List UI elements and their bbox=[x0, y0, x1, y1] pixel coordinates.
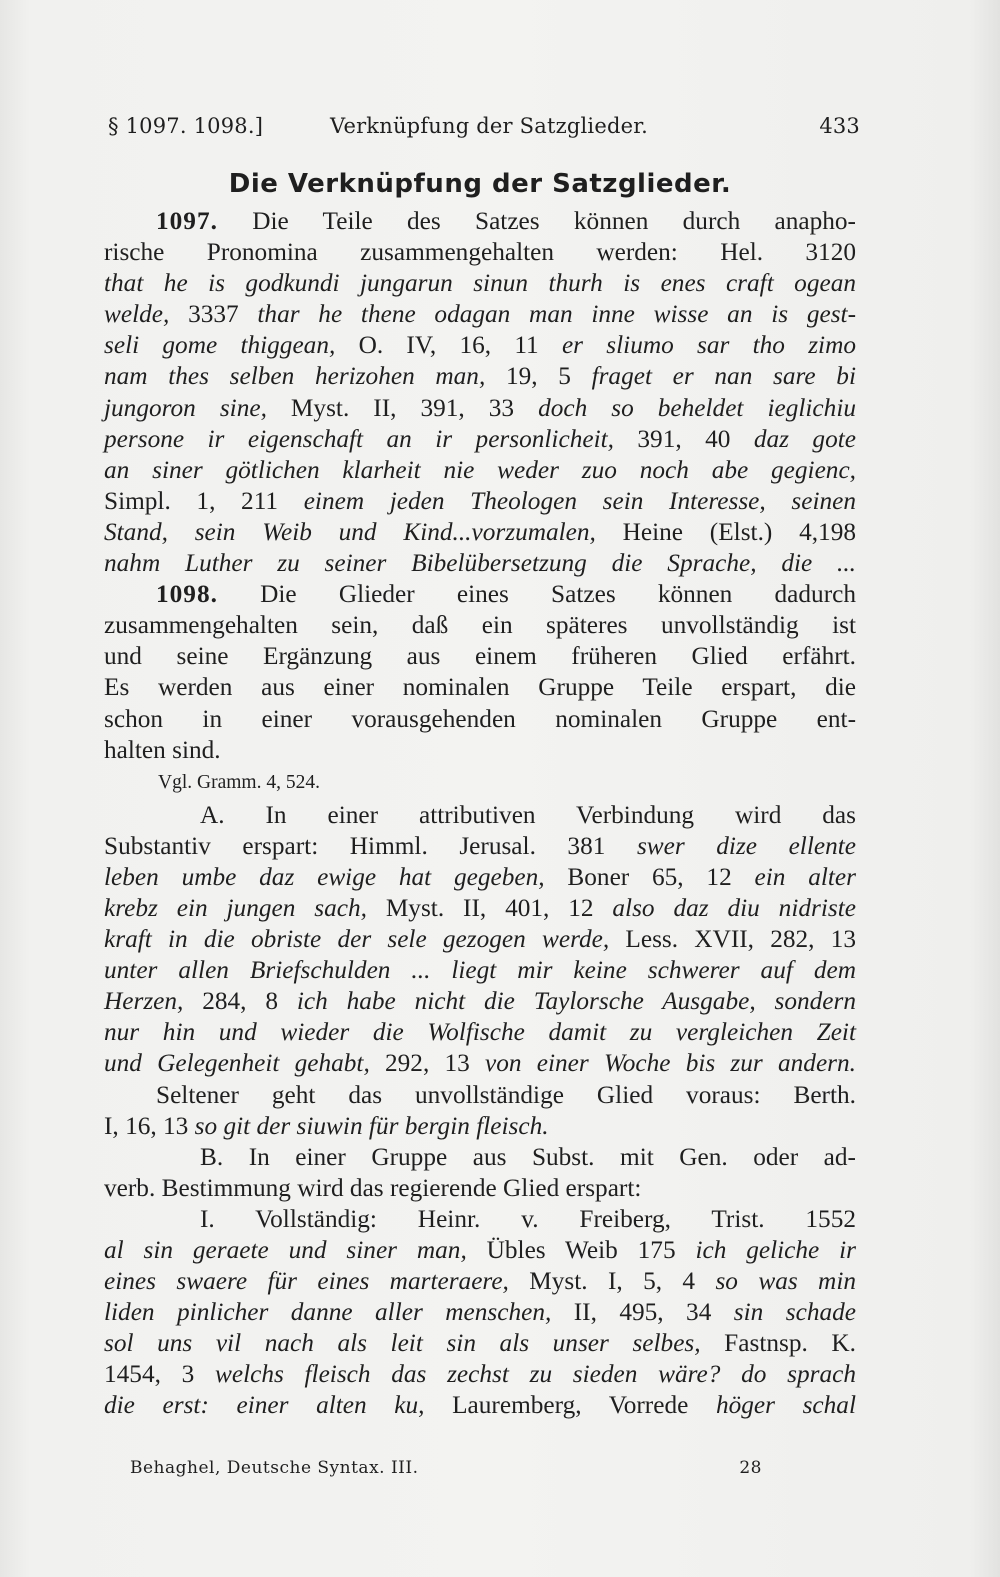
plain-text: O. IV, 16, 11 bbox=[335, 331, 562, 360]
quotation-text: nam thes selben herizohen man, bbox=[104, 362, 486, 391]
plain-text: I. Vollständig: Heinr. v. Freiberg, Trist. 1552 bbox=[200, 1204, 856, 1233]
plain-text: schon in einer vorausgehenden nominalen Gruppe ent- bbox=[104, 704, 856, 733]
plain-text: zusammengehalten sein, daß ein späteres unvollständig ist bbox=[104, 611, 856, 640]
text-line bbox=[104, 735, 856, 766]
plain-text: 292, 13 bbox=[369, 1049, 486, 1078]
quotation-text: seli gome thiggean, bbox=[104, 331, 336, 360]
quotation-text: ich geliche ir bbox=[695, 1236, 856, 1264]
text-line bbox=[104, 486, 856, 517]
text-line bbox=[104, 641, 856, 672]
text-line bbox=[104, 361, 856, 392]
quotation-text: al sin geraete und siner man, bbox=[104, 1236, 467, 1264]
quotation-text: und Gelegenheit gehabt, bbox=[104, 1049, 370, 1078]
text-line bbox=[104, 672, 856, 703]
text-line bbox=[104, 924, 856, 955]
text-line bbox=[104, 299, 856, 330]
quotation-text: an siner götlichen klarheit nie weder zuo noch abe gegienc, bbox=[104, 455, 856, 484]
quotation-text: so git der siuwin für bergin fleisch. bbox=[194, 1111, 549, 1140]
running-title: Verknüpfung der Satzglieder. bbox=[330, 114, 649, 138]
quotation-text: von einer Woche bis zur andern. bbox=[485, 1049, 856, 1078]
quotation-text: nur hin und wieder die Wolfische damit zu vergleichen Zeit bbox=[104, 1018, 856, 1047]
quotation-text: sin schade bbox=[733, 1298, 856, 1327]
text-line bbox=[104, 548, 856, 579]
plain-text: B. In einer Gruppe aus Subst. mit Gen. oder ad- bbox=[200, 1142, 856, 1171]
plain-text: Die Glieder eines Satzes können dadurch bbox=[217, 580, 856, 609]
plain-text: halten sind. bbox=[104, 735, 221, 764]
text-line bbox=[104, 237, 856, 268]
plain-text: 1454, 3 bbox=[104, 1360, 215, 1389]
signature-line: Behaghel, Deutsche Syntax. III. bbox=[130, 1458, 419, 1478]
quotation-text: liden pinlicher danne aller menschen, bbox=[104, 1298, 552, 1327]
page-number: 433 bbox=[819, 114, 860, 138]
text-line bbox=[104, 1017, 856, 1048]
plain-text: Lauremberg, Vorrede bbox=[424, 1391, 716, 1420]
text-line bbox=[104, 1235, 856, 1266]
plain-text: I, 16, 13 bbox=[104, 1111, 195, 1140]
text-line bbox=[104, 1080, 856, 1111]
plain-text: und seine Ergänzung aus einem früheren Glied erfährt. bbox=[104, 642, 856, 671]
text-line bbox=[104, 610, 856, 641]
quotation-text: sol uns vil nach als leit sin als unser selbes, bbox=[104, 1329, 701, 1358]
text-line bbox=[104, 517, 856, 548]
plain-text: Myst. II, 391, 33 bbox=[266, 393, 539, 422]
quotation-text: daz gote bbox=[753, 424, 856, 453]
quotation-text: jungoron sine, bbox=[104, 393, 267, 422]
plain-text: 391, 40 bbox=[613, 424, 754, 453]
reference-note bbox=[104, 766, 856, 800]
note-text: Vgl. Gramm. 4, 524. bbox=[158, 771, 320, 793]
text-line bbox=[104, 1359, 856, 1390]
text-line bbox=[104, 268, 856, 299]
text-line bbox=[104, 955, 856, 986]
plain-text: Less. XVII, 282, 13 bbox=[609, 925, 856, 954]
text-line bbox=[104, 1328, 856, 1359]
plain-text: Es werden aus einer nominalen Gruppe Teile erspart, die bbox=[104, 673, 856, 702]
quotation-text: krebz ein jungen sach, bbox=[104, 893, 367, 922]
text-line bbox=[104, 1297, 856, 1328]
text-line bbox=[104, 893, 856, 924]
plain-text: Myst. I, 5, 4 bbox=[508, 1267, 716, 1296]
plain-text: Seltener geht das unvollständige Glied voraus: Berth. bbox=[156, 1080, 856, 1109]
quotation-text: also daz diu nidriste bbox=[612, 893, 856, 922]
quotation-text: die erst: einer alten ku, bbox=[104, 1391, 425, 1420]
quotation-text: swer dize ellente bbox=[636, 831, 856, 860]
plain-text: verb. Bestimmung wird das regierende Glied erspart: bbox=[104, 1173, 642, 1202]
quotation-text: ein alter bbox=[754, 862, 856, 891]
quotation-text: einem jeden Theologen sein Interesse, seinen bbox=[303, 486, 856, 515]
plain-text: Myst. II, 401, 12 bbox=[366, 893, 613, 922]
plain-text: rische Pronomina zusammengehalten werden: Hel. 3120 bbox=[104, 238, 856, 267]
quotation-text: thar he thene odagan man inne wisse an is gest- bbox=[257, 300, 856, 329]
section-reference: § 1097. 1098.] bbox=[108, 114, 264, 138]
plain-text: A. In einer attributiven Verbindung wird das bbox=[200, 800, 856, 829]
quotation-text: fraget er nan sare bi bbox=[591, 362, 856, 391]
quotation-text: eines swaere für eines marteraere, bbox=[104, 1267, 509, 1296]
quotation-text: ich habe nicht die Taylorsche Ausgabe, sondern bbox=[296, 987, 857, 1016]
quotation-text: nahm Luther zu seiner Bibelübersetzung die Sprache, die ... bbox=[104, 549, 856, 578]
text-line bbox=[104, 986, 856, 1017]
text-line bbox=[104, 862, 856, 893]
quotation-text: that he is godkundi jungarun sinun thurh is enes craft ogean bbox=[104, 269, 856, 298]
text-line bbox=[104, 1266, 856, 1297]
quotation-text: Herzen, bbox=[104, 987, 184, 1016]
plain-text: 284, 8 bbox=[183, 987, 297, 1016]
chapter-title: Die Verknüpfung der Satzglieder. bbox=[228, 169, 732, 199]
plain-text: II, 495, 34 bbox=[551, 1298, 734, 1327]
text-line bbox=[104, 1111, 856, 1142]
text-line bbox=[104, 704, 856, 735]
quotation-text: so was min bbox=[715, 1267, 856, 1296]
text-line bbox=[104, 800, 856, 831]
text-line bbox=[104, 831, 856, 862]
paragraph-number: 1097. bbox=[156, 207, 218, 235]
running-header bbox=[108, 114, 860, 144]
plain-text: Die Teile des Satzes können durch anapho- bbox=[217, 207, 856, 235]
paragraph-number: 1098. bbox=[156, 580, 218, 609]
text-line bbox=[104, 1142, 856, 1173]
text-line bbox=[104, 1204, 856, 1235]
quotation-text: welchs fleisch das zechst zu sieden wäre? do sprach bbox=[214, 1360, 856, 1389]
text-line bbox=[104, 455, 856, 486]
quotation-text: er sliumo sar tho zimo bbox=[561, 331, 856, 360]
text-line bbox=[104, 1173, 856, 1204]
page-body bbox=[104, 166, 856, 1422]
signature-number: 28 bbox=[739, 1458, 762, 1478]
plain-text: 3337 bbox=[169, 300, 258, 329]
text-line bbox=[104, 206, 856, 237]
text-line bbox=[104, 424, 856, 455]
text-line bbox=[104, 579, 856, 610]
text-line bbox=[104, 1390, 856, 1421]
plain-text: Fastnsp. K. bbox=[700, 1329, 856, 1358]
quotation-text: unter allen Briefschulden ... liegt mir keine schwerer auf dem bbox=[104, 956, 856, 985]
quotation-text: Stand, sein Weib und Kind...vorzumalen, bbox=[104, 517, 596, 546]
text-block bbox=[104, 206, 856, 1422]
text-line bbox=[104, 393, 856, 424]
text-line bbox=[104, 1048, 856, 1079]
quotation-text: persone ir eigenschaft an ir personlicheit, bbox=[104, 424, 614, 453]
plain-text: Übles Weib 175 bbox=[466, 1236, 696, 1264]
plain-text: Boner 65, 12 bbox=[544, 862, 755, 891]
plain-text: 19, 5 bbox=[485, 362, 592, 391]
text-line bbox=[104, 330, 856, 361]
plain-text: Heine (Elst.) 4,198 bbox=[595, 517, 856, 546]
quotation-text: höger schal bbox=[715, 1391, 856, 1420]
plain-text: Substantiv erspart: Himml. Jerusal. 381 bbox=[104, 831, 637, 860]
quotation-text: welde, bbox=[104, 300, 170, 329]
quotation-text: doch so beheldet ieglichiu bbox=[538, 393, 856, 422]
quotation-text: leben umbe daz ewige hat gegeben, bbox=[104, 862, 545, 891]
quotation-text: kraft in die obriste der sele gezogen werde, bbox=[104, 925, 610, 954]
plain-text: Simpl. 1, 211 bbox=[104, 486, 304, 515]
